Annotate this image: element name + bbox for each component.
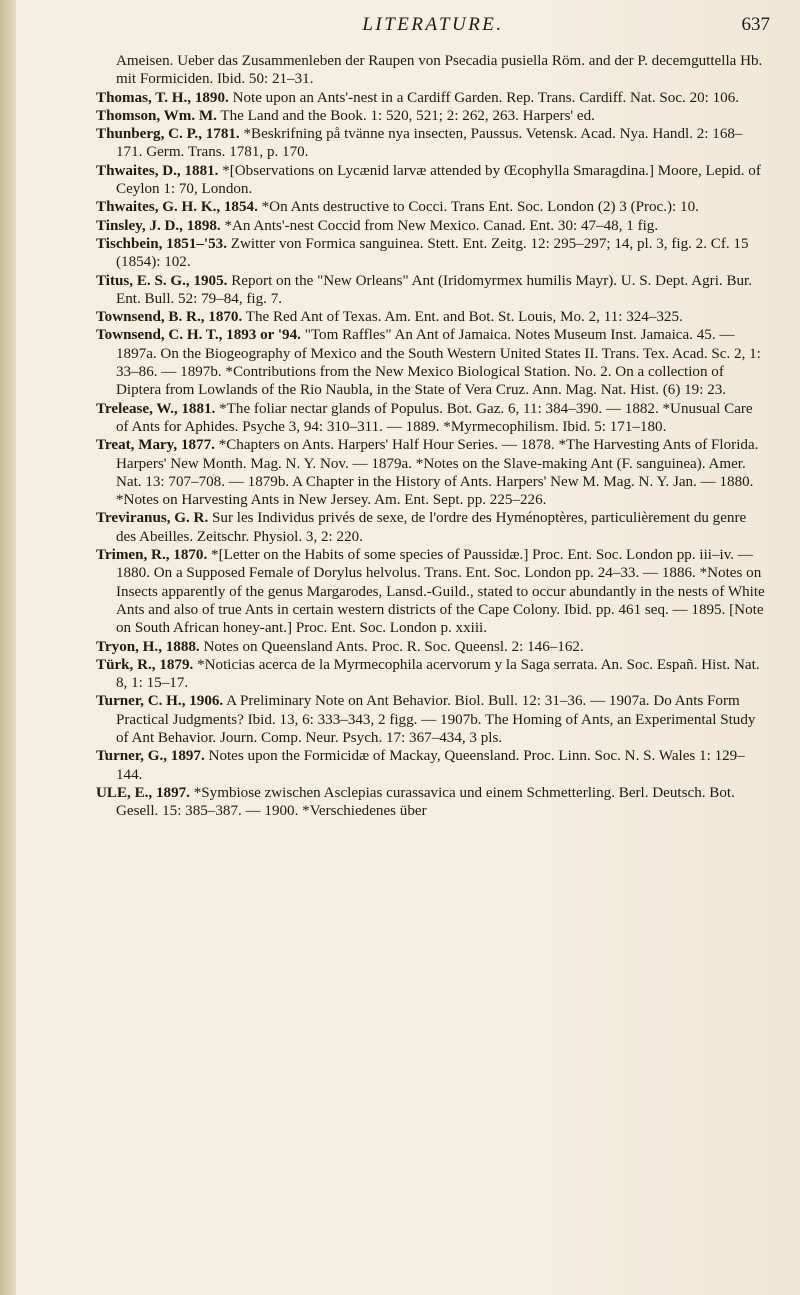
entry-author: Titus, E. S. G., 1905. [96,272,228,289]
entry-text: Notes on Queensland Ants. Proc. R. Soc. Queensl. 2: 146–162. [199,638,584,655]
entry-text: "Tom Raffles" An Ant of Jamaica. Notes Museum Inst. Jamaica. 45. — 1897a. On the Biogeography of Mexico and the South Western United States II. Trans. Tex. Acad. Sc. 2, 1: 33–86. — 1897b. *Contributions from the New Mexico Biological Station. No. 2. On a collection of Diptera from Lowlands of the Rio Naubla, in the State of Vera Cruz. Ann. Mag. Nat. Hist. (6) 19: 23. [116,327,761,399]
entry-author: Thomas, T. H., 1890. [96,89,229,106]
entry-author: Thomson, Wm. M. [96,107,217,124]
entry-author: Treviranus, G. R. [96,510,209,527]
bibliography-list [96,52,768,820]
entry-text: *On Ants destructive to Cocci. Trans Ent. Soc. London (2) 3 (Proc.): 10. [257,199,699,216]
entry-author: Thwaites, D., 1881. [96,162,219,179]
entry-author: Tischbein, 1851–'53. [96,235,227,252]
entry-text: Report on the "New Orleans" Ant (Iridomyrmex humilis Mayr). U. S. Dept. Agri. Bur. Ent. Bull. 52: 79–84, fig. 7. [116,272,753,307]
bibliography-entry [96,546,768,637]
bibliography-entry [96,52,768,89]
bibliography-entry [96,400,768,437]
entry-text: Notes upon the Formicidæ of Mackay, Queensland. Proc. Linn. Soc. N. S. Wales 1: 129–144. [116,748,745,783]
bibliography-entry [96,272,768,309]
entry-text: *[Observations on Lycænid larvæ attended by Œcophylla Smaragdina.] Moore, Lepid. of Ceylon 1: 70, London. [116,162,761,198]
entry-text: *[Letter on the Habits of some species of Paussidæ.] Proc. Ent. Soc. London pp. iii–iv. — 1880. On a Supposed Female of Dorylus helvolus. Trans. Ent. Soc. London pp. 24–33. — 1886. *Notes on Insects apparently of the genus Margarodes, Lansd.-Guild., stated to occur abundantly in the nests of White Ants and also of true Ants in certain western districts of the Cape Colony. Ibid. pp. 461 seq. — 1895. [Note on South African honey-ant.] Proc. Ent. Soc. London p. xxiii. [116,547,765,637]
bibliography-entry [96,308,768,326]
entry-text: The Land and the Book. 1: 520, 521; 2: 262, 263. Harpers' ed. [216,107,595,124]
bibliography-entry [96,436,768,509]
entry-author: Trelease, W., 1881. [96,400,216,417]
bibliography-entry [96,656,768,693]
bibliography-entry [96,692,768,747]
entry-text: Note upon an Ants'-nest in a Cardiff Garden. Rep. Trans. Cardiff. Nat. Soc. 20: 106. [228,89,740,106]
bibliography-entry [96,162,768,199]
running-title: LITERATURE. [362,14,504,35]
entry-text: *The foliar nectar glands of Populus. Bot. Gaz. 6, 11: 384–390. — 1882. *Unusual Care of Ants for Aphides. Psyche 3, 94: 310–311. — 1889. *Myrmecophilism. Ibid. 5: 171–180. [116,400,753,435]
entry-author: Townsend, B. R., 1870. [96,309,243,326]
entry-text: Zwitter von Formica sanguinea. Stett. Ent. Zeitg. 12: 295–297; 14, pl. 3, fig. 2. Cf. 15 (1854): 102. [116,235,749,271]
entry-text: *Noticias acerca de la Myrmecophila acervorum y la Saga serrata. An. Soc. Españ. Hist. Nat. 8, 1: 15–17. [116,656,760,692]
entry-text: The Red Ant of Texas. Am. Ent. and Bot. St. Louis, Mo. 2, 11: 324–325. [242,309,683,326]
bibliography-entry [96,747,768,784]
entry-author: ULE, E., 1897. [96,784,190,801]
entry-text: *Chapters on Ants. Harpers' Half Hour Series. — 1878. *The Harvesting Ants of Florida. Harpers' New Month. Mag. N. Y. Nov. — 1879a. *Notes on the Slave-making Ant (F. sanguinea). Amer. Nat. 13: 707–708. — 1879b. A Chapter in the History of Ants. Harpers' New M. Mag. N. Y. Jan. — 1880. *Notes on Harvesting Ants in New Jersey. Am. Ent. Sept. pp. 225–226. [116,437,759,509]
entry-text: A Preliminary Note on Ant Behavior. Biol. Bull. 12: 31–36. — 1907a. Do Ants Form Practical Judgments? Ibid. 13, 6: 333–343, 2 figg. — 1907b. The Homing of Ants, an Experimental Study of Ant Behavior. Journ. Comp. Neur. Psych. 17: 367–434, 3 pls. [116,693,756,746]
bibliography-entry [96,784,768,821]
entry-author: Trimen, R., 1870. [96,547,208,564]
bibliography-entry [96,89,768,107]
entry-text: Ameisen. Ueber das Zusammenleben der Raupen von Psecadia pusiella Röm. and der P. decemguttella Hb. mit Formiciden. Ibid. 50: 21–31. [116,53,763,88]
entry-author: Townsend, C. H. T., 1893 or '94. [96,327,301,344]
entry-text: Sur les Individus privés de sexe, de l'ordre des Hyménoptères, particulièrement du genre des Abeilles. Zeitschr. Physiol. 3, 2: 220. [116,510,747,545]
entry-author: Treat, Mary, 1877. [96,437,215,454]
bibliography-entry [96,198,768,216]
entry-author: Türk, R., 1879. [96,656,194,673]
page-number: 637 [741,14,770,35]
entry-text: *Symbiose zwischen Asclepias curassavica und einem Schmetterling. Berl. Deutsch. Bot. Gesell. 15: 385–387. — 1900. *Verschiedenes über [116,784,735,820]
entry-author: Thwaites, G. H. K., 1854. [96,199,258,216]
bibliography-entry [96,107,768,125]
page-gutter [0,0,16,1295]
bibliography-entry [96,235,768,272]
bibliography-entry [96,326,768,399]
bibliography-entry [96,125,768,162]
bibliography-entry [96,509,768,546]
entry-text: *Beskrifning på tvänne nya insecten, Paussus. Vetensk. Acad. Nya. Handl. 2: 168–171. Germ. Trans. 1781, p. 170. [116,126,743,161]
bibliography-entry [96,217,768,235]
entry-author: Thunberg, C. P., 1781. [96,126,240,143]
entry-author: Tinsley, J. D., 1898. [96,217,221,234]
entry-text: *An Ants'-nest Coccid from New Mexico. Canad. Ent. 30: 47–48, 1 fig. [220,217,659,234]
bibliography-entry [96,638,768,656]
page-header [96,14,770,44]
entry-author: Tryon, H., 1888. [96,638,200,655]
entry-author: Turner, G., 1897. [96,748,205,765]
entry-author: Turner, C. H., 1906. [96,693,224,710]
